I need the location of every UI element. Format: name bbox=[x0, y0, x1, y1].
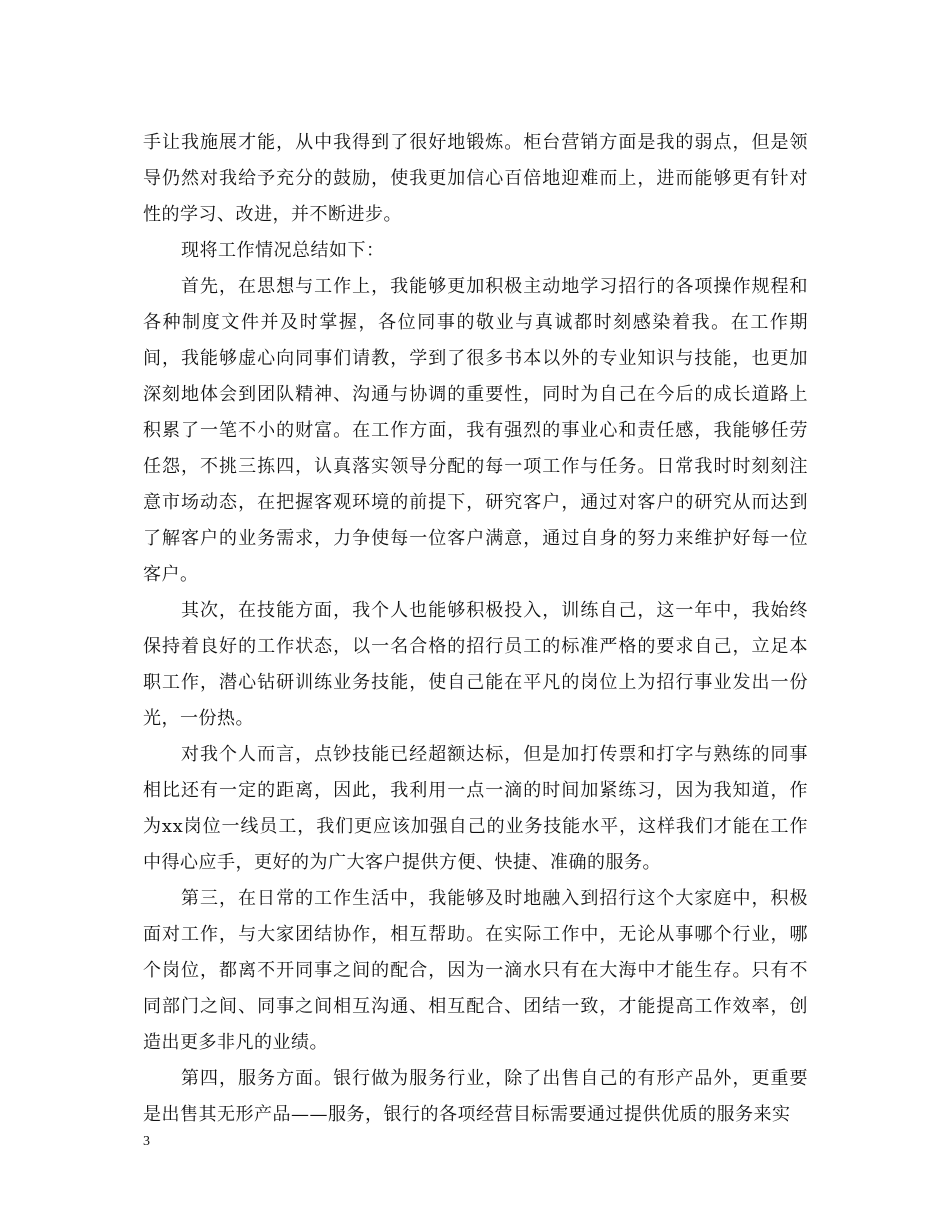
paragraph-summary-intro: 现将工作情况总结如下： bbox=[181, 240, 385, 261]
document-body bbox=[143, 125, 808, 1133]
paragraph-continuation: 手让我施展才能，从中我得到了很好地锻炼。柜台营销方面是我的弱点，但是领导仍然对我给予充分的鼓励，使我更加信心百倍地迎难而上，进而能够更有针对性的学习、改进，并不断进步。 bbox=[143, 132, 808, 225]
page-number: 3 bbox=[143, 1134, 150, 1149]
paragraph-personal-skills: 对我个人而言，点钞技能已经超额达标，但是加打传票和打字与熟练的同事相比还有一定的距离，因此，我利用一点一滴的时间加紧练习，因为我知道，作为xx岗位一线员工，我们更应该加强自己的业务技能水平，这样我们才能在工作中得心应手，更好的为广大客户提供方便、快捷、准确的服务。 bbox=[143, 744, 808, 873]
paragraph-fourth: 第四，服务方面。银行做为服务行业，除了出售自己的有形产品外，更重要是出售其无形产品——服务，银行的各项经营目标需要通过提供优质的服务来实 bbox=[143, 1068, 808, 1125]
paragraph-first: 首先，在思想与工作上，我能够更加积极主动地学习招行的各项操作规程和各种制度文件并及时掌握，各位同事的敬业与真诚都时刻感染着我。在工作期间，我能够虚心向同事们请教，学到了很多书本以外的专业知识与技能，也更加深刻地体会到团队精神、沟通与协调的重要性，同时为自己在今后的成长道路上积累了一笔不小的财富。在工作方面，我有强烈的事业心和责任感，我能够任劳任怨，不挑三拣四，认真落实领导分配的每一项工作与任务。日常我时时刻刻注意市场动态，在把握客观环境的前提下，研究客户，通过对客户的研究从而达到了解客户的业务需求，力争使每一位客户满意，通过自身的努力来维护好每一位客户。 bbox=[143, 276, 808, 585]
paragraph-third: 第三，在日常的工作生活中，我能够及时地融入到招行这个大家庭中，积极面对工作，与大家团结协作，相互帮助。在实际工作中，无论从事哪个行业，哪个岗位，都离不开同事之间的配合，因为一滴水只有在大海中才能生存。只有不同部门之间、同事之间相互沟通、相互配合、团结一致，才能提高工作效率，创造出更多非凡的业绩。 bbox=[143, 888, 808, 1053]
paragraph-second: 其次，在技能方面，我个人也能够积极投入，训练自己，这一年中，我始终保持着良好的工作状态，以一名合格的招行员工的标准严格的要求自己，立足本职工作，潜心钻研训练业务技能，使自己能在平凡的岗位上为招行事业发出一份光，一份热。 bbox=[143, 600, 808, 729]
